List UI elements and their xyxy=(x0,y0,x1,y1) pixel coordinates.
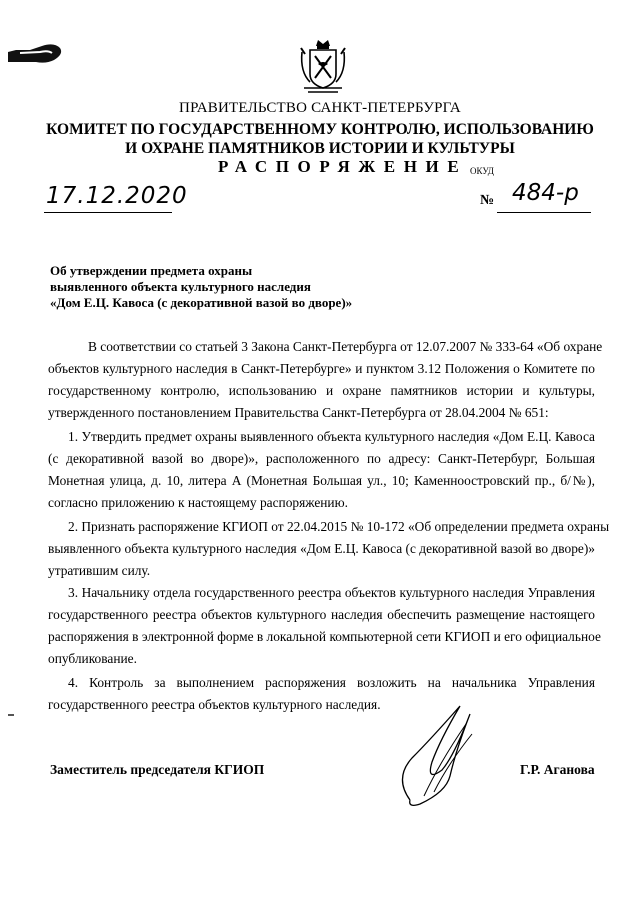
item3-line: опубликование. xyxy=(48,651,137,666)
margin-mark xyxy=(8,714,14,716)
item3-line: 3. Начальнику отдела государственного реестра объектов культурного наследия Управления xyxy=(68,585,595,600)
handwritten-number: 484-р xyxy=(512,180,579,206)
date-underline xyxy=(44,212,172,213)
item4-line: государственного реестра объектов культурного наследия. xyxy=(48,697,381,712)
item1-line: 1. Утвердить предмет охраны выявленного объекта культурного наследия «Дом Е.Ц. Кавоса xyxy=(68,429,595,444)
government-heading: ПРАВИТЕЛЬСТВО САНКТ-ПЕТЕРБУРГА xyxy=(179,100,461,116)
okud-label: ОКУД xyxy=(470,166,494,176)
item2-line: утратившим силу. xyxy=(48,563,151,578)
handwritten-date: 17.12.2020 xyxy=(46,183,188,209)
st-petersburg-coat-of-arms-icon xyxy=(298,38,348,96)
item1-line: (с декоративной вазой во дворе)», расположенного по адресу: Санкт-Петербург, Большая xyxy=(48,451,595,466)
preamble-line: утвержденного постановлением Правительства Санкт-Петербурга от 28.04.2004 № 651: xyxy=(48,405,549,420)
item2-line: выявленного объекта культурного наследия «Дом Е.Ц. Кавоса (с декоративной вазой во дворе)» xyxy=(48,541,595,556)
item1-line: Монетная улица, д. 10, литера А (Монетная Большая ул., 10; Каменноостровский пр., б/№), xyxy=(48,473,595,488)
committee-title-line2: И ОХРАНЕ ПАМЯТНИКОВ ИСТОРИИ И КУЛЬТУРЫ xyxy=(125,140,515,157)
signatory-name: Г.Р. Аганова xyxy=(520,762,595,777)
item3-line: распоряжения в электронной форме в локальной компьютерной сети КГИОП и его официальное xyxy=(48,629,601,644)
number-label: № xyxy=(480,193,495,208)
subject-line: выявленного объекта культурного наследия xyxy=(50,279,311,294)
preamble-line: В соответствии со статьей 3 Закона Санкт-Петербурга от 12.07.2007 № 333-64 «Об охране xyxy=(88,339,603,354)
subject-line: Об утверждении предмета охраны xyxy=(50,263,253,278)
handwritten-signature xyxy=(390,700,500,810)
item3-line: государственного реестра объектов культурного наследия обеспечить размещение настоящего xyxy=(48,607,595,622)
committee-title-line1: КОМИТЕТ ПО ГОСУДАРСТВЕННОМУ КОНТРОЛЮ, ИСПОЛЬЗОВАНИЮ xyxy=(46,121,594,138)
item1-line: согласно приложению к настоящему распоряжению. xyxy=(48,495,348,510)
item2-line: 2. Признать распоряжение КГИОП от 22.04.2015 № 10-172 «Об определении предмета охраны xyxy=(68,519,610,534)
item4-line: 4. Контроль за выполнением распоряжения возложить на начальника Управления xyxy=(68,675,595,690)
registration-stamp-mark-icon xyxy=(6,40,66,70)
number-underline xyxy=(497,212,591,213)
document-type-title: РАСПОРЯЖЕНИЕ xyxy=(218,157,468,176)
signatory-title: Заместитель председателя КГИОП xyxy=(50,762,265,777)
subject-line: «Дом Е.Ц. Кавоса (с декоративной вазой во дворе)» xyxy=(50,295,353,310)
preamble-line: государственному контролю, использованию и охране памятников истории и культуры, xyxy=(48,383,595,398)
preamble-line: объектов культурного наследия в Санкт-Петербурге» и пунктом 3.12 Положения о Комитете по xyxy=(48,361,595,376)
